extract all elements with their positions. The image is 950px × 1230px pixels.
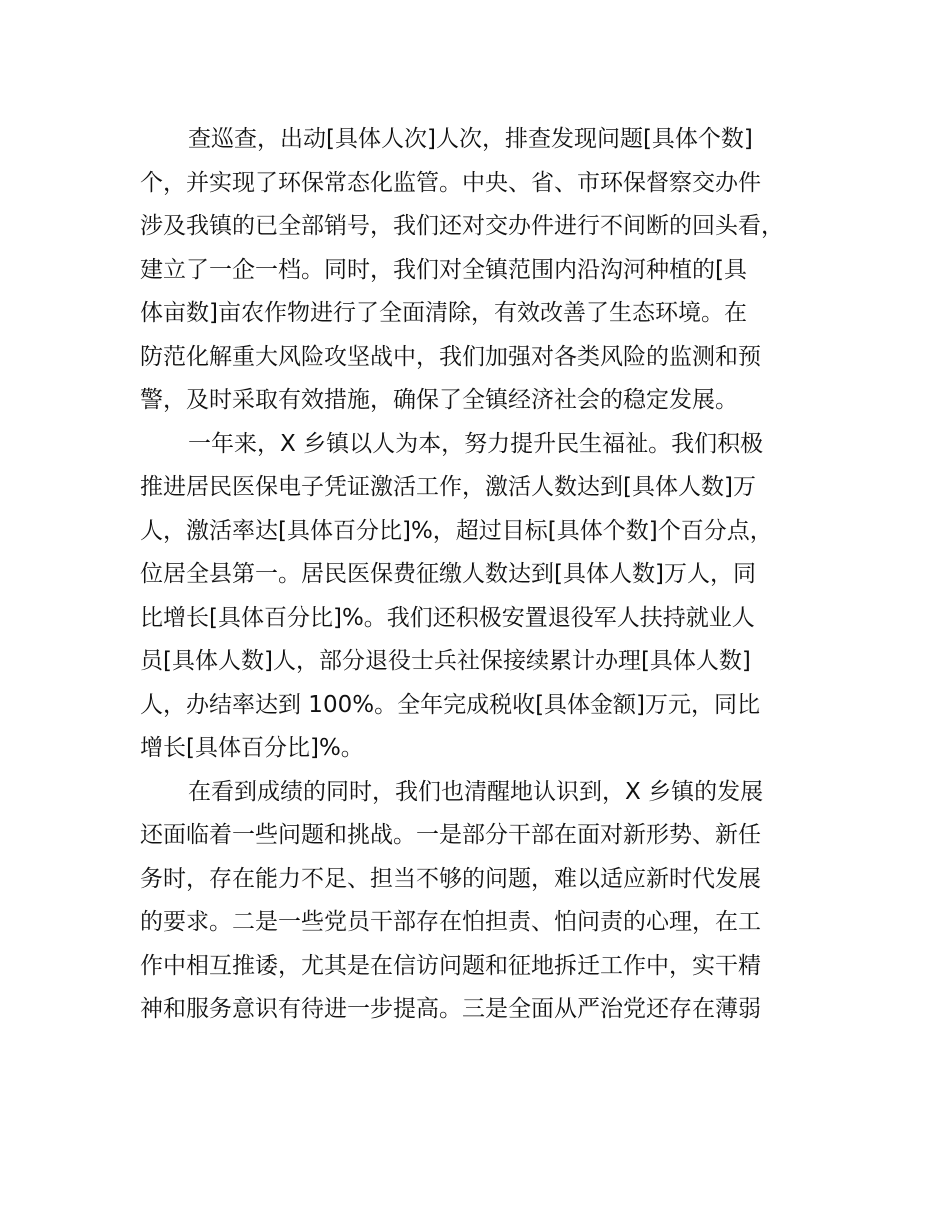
text-line: 建立了一企一档。同时，我们对全镇范围内沿沟河种植的[具 — [140, 256, 747, 283]
text-line: 神和服务意识有待进一步提高。三是全面从严治党还存在薄弱 — [140, 996, 761, 1022]
text-line: 防范化解重大风险攻坚战中，我们加强对各类风险的监测和预 — [140, 343, 761, 370]
paragraph-problems — [140, 771, 840, 1032]
text-line: 涉及我镇的已全部销号，我们还对交办件进行不间断的回头看， — [140, 213, 784, 239]
paragraph-environment — [140, 118, 840, 423]
text-line: 一年来，X 乡镇以人为本，努力提升民生福祉。我们积极 — [188, 430, 764, 457]
text-line: 在看到成绩的同时，我们也清醒地认识到，X 乡镇的发展 — [188, 778, 764, 805]
text-line: 推进居民医保电子凭证激活工作，激活人数达到[具体人数]万 — [140, 474, 756, 500]
text-line: 的要求。二是一些党员干部存在怕担责、怕问责的心理，在工 — [140, 909, 761, 935]
text-line: 人，办结率达到 100%。全年完成税收[具体金额]万元，同比 — [140, 691, 761, 718]
text-line: 人，激活率达[具体百分比]%，超过目标[具体个数]个百分点， — [140, 517, 773, 544]
paragraph-livelihood — [140, 423, 840, 771]
text-line: 作中相互推诿，尤其是在信访问题和征地拆迁工作中，实干精 — [140, 952, 761, 979]
text-line: 比增长[具体百分比]%。我们还积极安置退役军人扶持就业人 — [140, 604, 755, 631]
text-line: 警，及时采取有效措施，确保了全镇经济社会的稳定发展。 — [140, 387, 738, 413]
text-line: 个，并实现了环保常态化监管。中央、省、市环保督察交办件 — [140, 169, 761, 196]
text-line: 还面临着一些问题和挑战。一是部分干部在面对新形势、新任 — [140, 822, 761, 848]
body-text — [140, 118, 840, 1032]
text-line: 增长[具体百分比]%。 — [140, 735, 364, 761]
text-line: 查巡查，出动[具体人次]人次，排查发现问题[具体个数] — [188, 126, 753, 152]
text-line: 务时，存在能力不足、担当不够的问题，难以适应新时代发展 — [140, 865, 761, 892]
text-line: 员[具体人数]人，部分退役士兵社保接续累计办理[具体人数] — [140, 648, 751, 674]
text-line: 体亩数]亩农作物进行了全面清除，有效改善了生态环境。在 — [140, 300, 747, 326]
text-line: 位居全县第一。居民医保费征缴人数达到[具体人数]万人，同 — [140, 561, 756, 587]
